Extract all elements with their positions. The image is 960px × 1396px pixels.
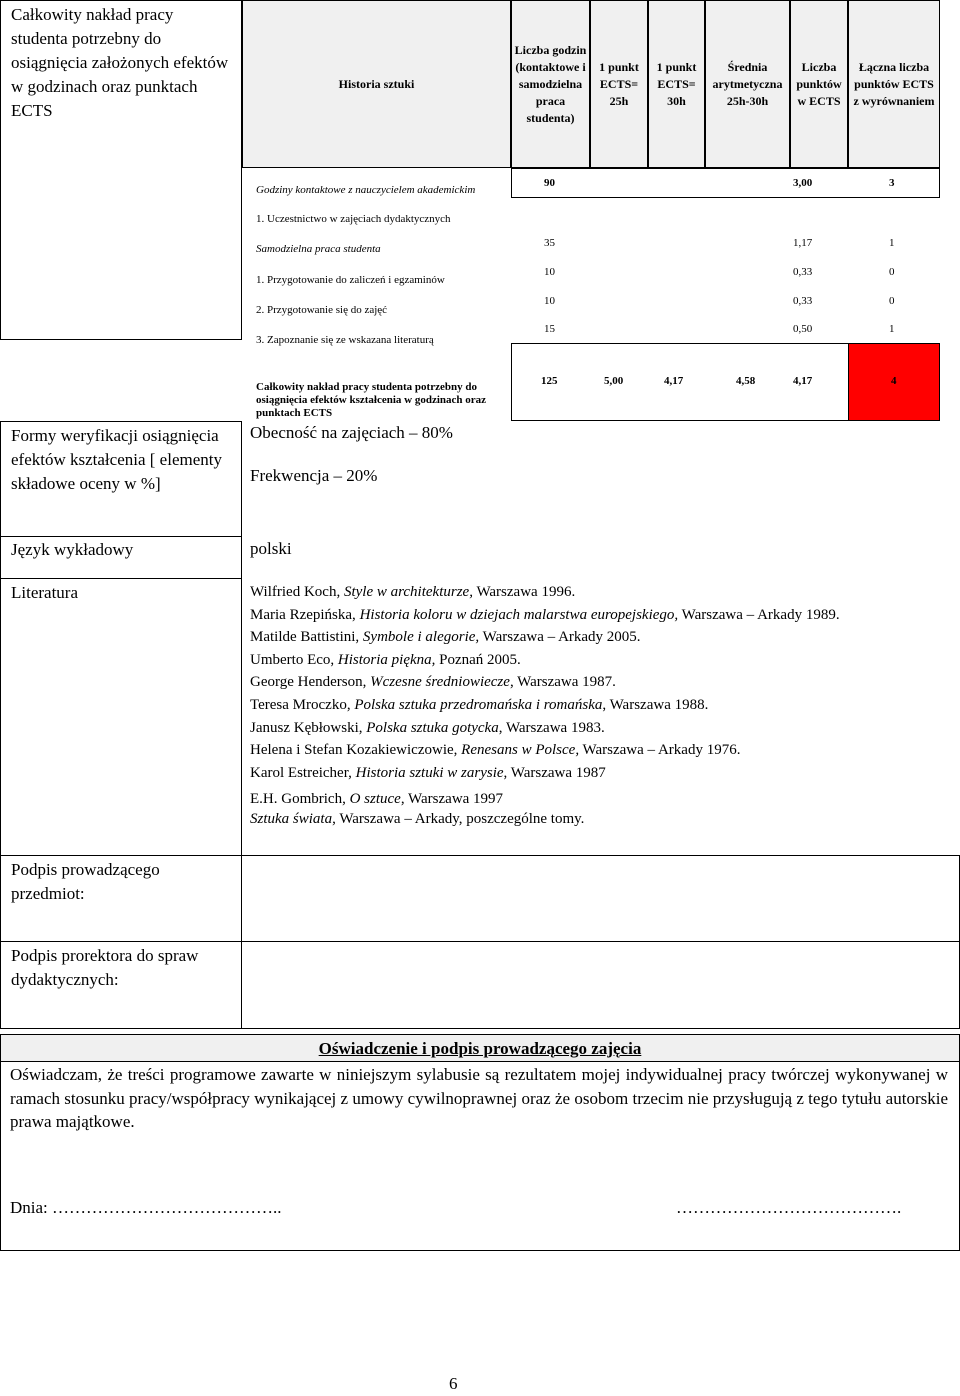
signature-lecturer-label-cell <box>0 855 242 942</box>
summary-hours: 125 <box>541 375 558 387</box>
signature-lecturer-label: Podpis prowadzącego przedmiot: <box>11 860 160 903</box>
row-classes-total: 0 <box>889 295 895 307</box>
signature-lecturer-field[interactable] <box>241 855 960 942</box>
language-value: polski <box>250 539 292 558</box>
literature-item: Maria Rzepińska, Historia koloru w dziejach malarstwa europejskiego, Warszawa – Arkady 1989. <box>250 606 840 623</box>
row-literature-total: 1 <box>889 323 895 335</box>
signature-prorector-label-cell <box>0 941 242 1029</box>
signature-prorector-label: Podpis prorektora do spraw dydaktycznych: <box>11 946 199 989</box>
summary-ects-count: 4,17 <box>793 375 813 387</box>
row-exams-label: 1. Przygotowanie do zaliczeń i egzaminów <box>256 274 445 286</box>
workload-label: Całkowity nakład pracy studenta potrzebny do osiągnięcia założonych efektów w godzinach oraz punktach ECTS <box>11 5 229 120</box>
literature-item: Helena i Stefan Kozakiewiczowie, Renesans w Polsce, Warszawa – Arkady 1976. <box>250 742 741 759</box>
row-literature-hours: 15 <box>544 323 555 335</box>
row-selfstudy-label: Samodzielna praca studenta <box>256 243 381 255</box>
header-ects-total: Łączna liczba punktów ECTS z wyrównaniem <box>848 0 940 168</box>
verification-item-1: Obecność na zajęciach – 80% <box>250 423 453 442</box>
literature-item: Sztuka świata, Warszawa – Arkady, poszczególne tomy. <box>250 811 585 828</box>
course-name-cell <box>242 0 511 168</box>
literature-label-cell <box>0 578 242 856</box>
header-ects30: 1 punkt ECTS= 30h <box>648 0 705 168</box>
header-ects25: 1 punkt ECTS= 25h <box>590 0 648 168</box>
course-name: Historia sztuki <box>338 76 415 91</box>
row-selfstudy-ects: 1,17 <box>793 237 813 249</box>
summary-total: 4 <box>891 375 897 387</box>
row-participation-label: 1. Uczestnictwo w zajęciach dydaktycznych <box>256 213 451 225</box>
header-average: Średnia arytmetyczna 25h-30h <box>705 0 790 168</box>
declaration-title: Oświadczenie i podpis prowadzącego zajęcia <box>318 1039 642 1058</box>
header-ects-count: Liczba punktów w ECTS <box>790 0 848 168</box>
declaration-signature-line: …………………………………. <box>676 1198 902 1217</box>
literature-item: Umberto Eco, Historia piękna, Poznań 2005. <box>250 651 521 668</box>
summary-label: Całkowity nakład pracy studenta potrzebny do osiągnięcia efektów kształcenia w godzinach oraz punktach ECTS <box>256 381 487 419</box>
signature-prorector-field[interactable] <box>241 941 960 1029</box>
row-contact-label: Godziny kontaktowe z nauczycielem akademickim <box>256 184 476 196</box>
row-selfstudy-total: 1 <box>889 237 895 249</box>
literature-item: Karol Estreicher, Historia sztuki w zarysie, Warszawa 1987 <box>250 764 606 781</box>
row-exams-hours: 10 <box>544 266 555 278</box>
row-exams-total: 0 <box>889 266 895 278</box>
literature-item: E.H. Gombrich, O sztuce, Warszawa 1997 <box>250 791 504 808</box>
row-literature-ects: 0,50 <box>793 323 813 335</box>
row-classes-ects: 0,33 <box>793 295 813 307</box>
summary-ects25: 5,00 <box>604 375 624 387</box>
summary-average: 4,58 <box>736 375 756 387</box>
verification-item-2: Frekwencja – 20% <box>250 466 378 485</box>
row-classes-hours: 10 <box>544 295 555 307</box>
row-contact-values <box>511 168 940 198</box>
page-number: 6 <box>449 1374 458 1393</box>
row-contact-ects: 3,00 <box>793 177 813 189</box>
literature-label: Literatura <box>11 583 79 602</box>
literature-list <box>250 581 840 830</box>
literature-item: George Henderson, Wczesne średniowiecze, Warszawa 1987. <box>250 674 616 691</box>
declaration-title-cell <box>0 1034 960 1062</box>
literature-item: Janusz Kębłowski, Polska sztuka gotycka, Warszawa 1983. <box>250 719 605 736</box>
row-exams-ects: 0,33 <box>793 266 813 278</box>
verification-label: Formy weryfikacji osiągnięcia efektów kształcenia [ elementy składowe oceny w %] <box>11 426 222 493</box>
summary-ects30: 4,17 <box>664 375 684 387</box>
declaration-text: Oświadczam, że treści programowe zawarte w niniejszym sylabusie są rezultatem mojej indywidualnej pracy twórczej wykonywanej w ramach stosunku pracy/współpracy wynikającej z umowy cywilnoprawnej oraz że osobom trzecim nie przysługują z tego tytułu autorskie prawa majątkowe. <box>10 1065 948 1131</box>
literature-item: Teresa Mroczko, Polska sztuka przedromańska i romańska, Warszawa 1988. <box>250 696 709 713</box>
row-contact-total: 3 <box>889 177 895 189</box>
language-label-cell <box>0 536 242 579</box>
declaration-date: Dnia: ………………………………….. <box>10 1198 282 1217</box>
row-selfstudy-hours: 35 <box>544 237 555 249</box>
literature-item: Matilde Battistini, Symbole i alegorie, Warszawa – Arkady 2005. <box>250 629 641 646</box>
verification-label-cell <box>0 421 242 537</box>
row-literature-label: 3. Zapoznanie się ze wskazana literaturą <box>256 334 434 346</box>
header-hours: Liczba godzin (kontaktowe i samodzielna praca studenta) <box>511 0 590 168</box>
literature-item: Wilfried Koch, Style w architekturze, Warszawa 1996. <box>250 584 576 600</box>
row-contact-hours: 90 <box>544 177 555 189</box>
language-label: Język wykładowy <box>11 540 134 559</box>
workload-label-cell <box>0 0 242 340</box>
row-classes-label: 2. Przygotowanie się do zajęć <box>256 304 388 316</box>
